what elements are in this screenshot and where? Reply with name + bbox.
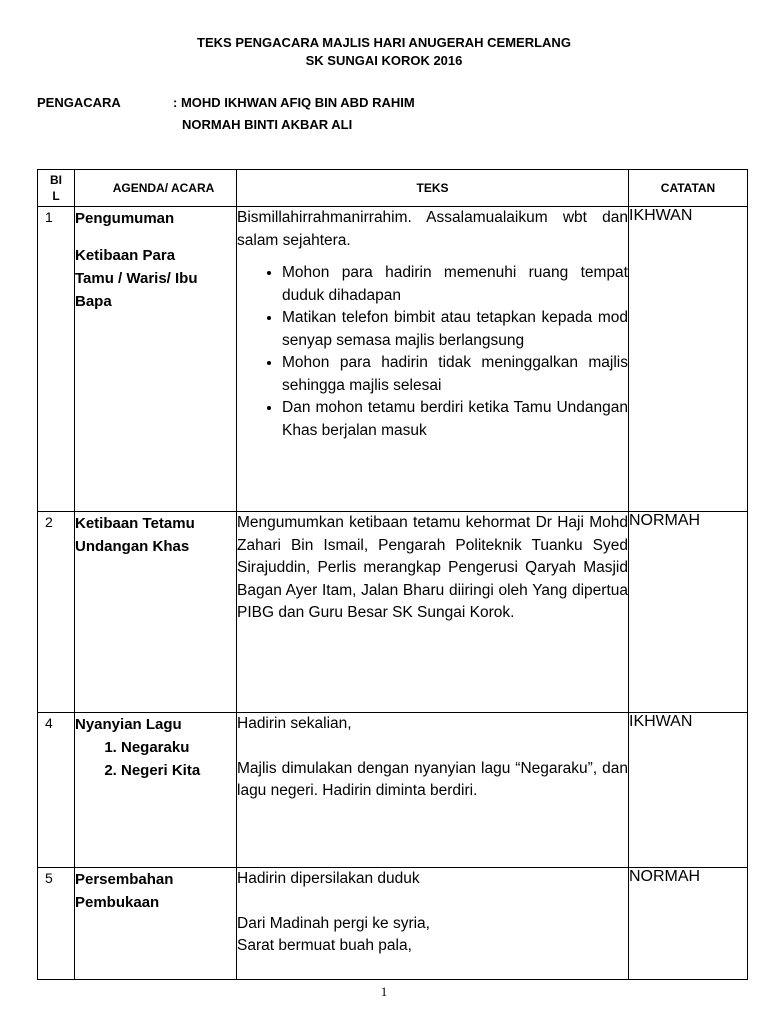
table-row [38,713,748,868]
body-text: Majlis dimulakan dengan nyanyian lagu “Negaraku”, dan lagu negeri. Hadirin diminta berdiri. [237,759,628,799]
note-cell: IKHWAN [629,207,748,512]
agenda-cell [75,868,237,980]
note-cell: IKHWAN [629,713,748,868]
table-row [38,512,748,713]
text-cell [237,713,629,868]
header-bil-line1: BI [50,173,62,187]
document-subtitle: SK SUNGAI KOROK 2016 [305,53,463,68]
body-text: Mengumumkan ketibaan tetamu kehormat Dr Haji Mohd Zahari Bin Ismail, Pengarah Politeknik Tuanku Syed Sirajuddin, Perlis merangkap Pengerusi Qaryah Masjid Bagan Ayer Itam, Jalan Bharu diiringi oleh Yang dipertua PIBG dan Guru Besar SK Sungai Korok. [237,514,628,621]
song-list [75,736,236,782]
agenda-cell [75,713,237,868]
list-item: 1. Negaraku [121,736,236,759]
presenter-label: PENGACARA [37,95,121,110]
list-item: 2. Negeri Kita [121,759,236,782]
header-agenda: AGENDA/ ACARA [75,170,237,207]
body-text: Hadirin dipersilakan duduk [237,870,420,887]
row-number: 2 [45,514,53,530]
table-header-row [38,170,748,207]
agenda-title: Persembahan Pembukaan [75,871,174,911]
presenter-name-1: : MOHD IKHWAN AFIQ BIN ABD RAHIM [173,95,415,110]
presenter-name-2: NORMAH BINTI AKBAR ALI [182,117,353,132]
table-row [38,868,748,980]
text-cell [237,207,629,512]
text-cell [237,868,629,980]
agenda-cell [75,512,237,713]
header-bil-line2: L [52,189,60,203]
header-note: CATATAN [629,170,748,207]
agenda-title: Pengumuman [75,210,175,227]
note-cell: NORMAH [629,512,748,713]
intro-text: Bismillahirrahmanirrahim. Assalamualaikum wbt dan salam sejahtera. [237,209,628,249]
table-row [38,207,748,512]
body-text: Hadirin sekalian, [237,715,352,732]
header-text: TEKS [237,170,629,207]
row-number: 5 [45,870,53,886]
text-cell [237,512,629,713]
list-item: • Mohon para hadirin memenuhi ruang tempat duduk dihadapan [282,262,628,307]
header-bil [38,170,75,207]
body-text: Sarat bermuat buah pala, [237,937,412,954]
agenda-subtitle: Ketibaan Para Tamu / Waris/ Ibu Bapa [75,247,198,310]
document-title: TEKS PENGACARA MAJLIS HARI ANUGERAH CEMERLANG [197,35,571,50]
row-number: 1 [45,209,53,225]
list-item: • Mohon para hadirin tidak meninggalkan majlis sehingga majlis selesai [282,352,628,397]
list-item: • Dan mohon tetamu berdiri ketika Tamu Undangan Khas berjalan masuk [282,397,628,442]
presenter-block [37,92,415,136]
page-number: 1 [380,984,388,999]
agenda-table [37,169,748,980]
agenda-title: Nyanyian Lagu [75,716,182,733]
note-cell: NORMAH [629,868,748,980]
announcement-list [237,262,628,442]
row-number: 4 [45,715,53,731]
agenda-cell [75,207,237,512]
agenda-title: Ketibaan Tetamu Undangan Khas [75,515,195,555]
body-text: Dari Madinah pergi ke syria, [237,914,430,932]
list-item: • Matikan telefon bimbit atau tetapkan kepada mod senyap semasa majlis berlangsung [282,307,628,352]
